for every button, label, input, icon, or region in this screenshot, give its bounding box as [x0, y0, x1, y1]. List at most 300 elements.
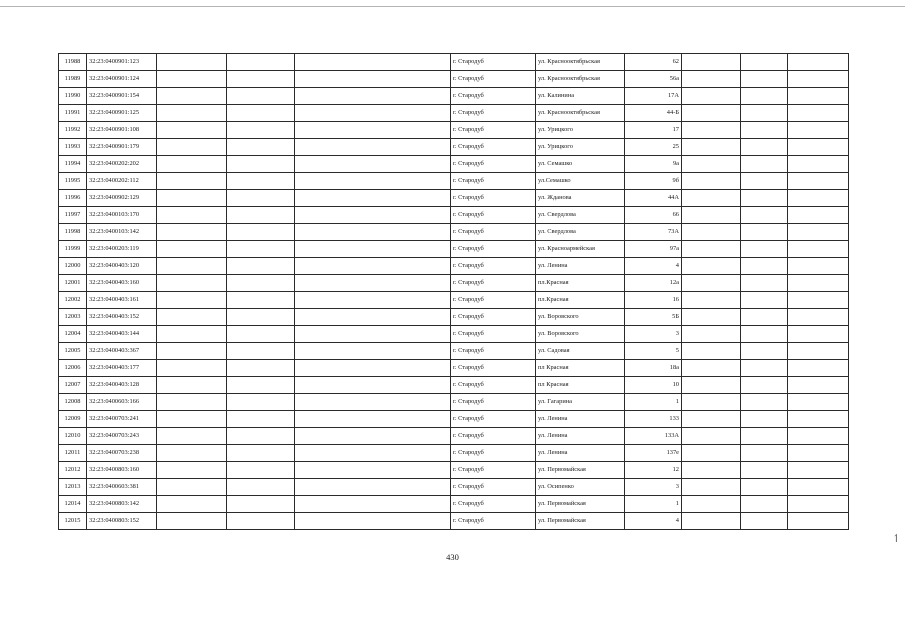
empty-cell	[682, 326, 741, 343]
empty-cell	[682, 241, 741, 258]
row-number-cell: 11994	[59, 156, 87, 173]
empty-cell	[295, 88, 451, 105]
row-number-cell: 12014	[59, 496, 87, 513]
row-number-cell: 11988	[59, 54, 87, 71]
empty-cell	[227, 496, 295, 513]
table-row	[59, 513, 849, 530]
empty-cell	[227, 139, 295, 156]
table-row	[59, 343, 849, 360]
row-number-cell: 12015	[59, 513, 87, 530]
empty-cell	[682, 411, 741, 428]
empty-cell	[295, 241, 451, 258]
city-cell: г. Стародуб	[451, 190, 536, 207]
house-number-cell: 17А	[625, 88, 682, 105]
empty-cell	[741, 326, 788, 343]
empty-cell	[682, 445, 741, 462]
house-number-cell: 73А	[625, 224, 682, 241]
empty-cell	[788, 207, 849, 224]
empty-cell	[682, 122, 741, 139]
empty-cell	[157, 462, 227, 479]
empty-cell	[295, 326, 451, 343]
empty-cell	[741, 207, 788, 224]
empty-cell	[682, 462, 741, 479]
city-cell: г. Стародуб	[451, 326, 536, 343]
empty-cell	[682, 258, 741, 275]
row-number-cell: 11992	[59, 122, 87, 139]
cadastral-number-cell: 32:23:0400403:367	[87, 343, 157, 360]
cadastral-number-cell: 32:23:0400403:128	[87, 377, 157, 394]
empty-cell	[295, 496, 451, 513]
house-number-cell: 1	[625, 394, 682, 411]
empty-cell	[227, 428, 295, 445]
empty-cell	[157, 360, 227, 377]
empty-cell	[682, 360, 741, 377]
row-number-cell: 12005	[59, 343, 87, 360]
empty-cell	[788, 241, 849, 258]
street-cell: ул. Урицкого	[536, 122, 625, 139]
table-row	[59, 54, 849, 71]
table-row	[59, 445, 849, 462]
empty-cell	[295, 309, 451, 326]
empty-cell	[227, 411, 295, 428]
cadastral-number-cell: 32:23:0400803:142	[87, 496, 157, 513]
cadastral-number-cell: 32:23:0400103:142	[87, 224, 157, 241]
empty-cell	[788, 360, 849, 377]
empty-cell	[157, 71, 227, 88]
empty-cell	[682, 139, 741, 156]
empty-cell	[295, 139, 451, 156]
table-row	[59, 156, 849, 173]
empty-cell	[295, 445, 451, 462]
empty-cell	[741, 292, 788, 309]
table-row	[59, 394, 849, 411]
city-cell: г. Стародуб	[451, 292, 536, 309]
table-row	[59, 496, 849, 513]
row-number-cell: 11993	[59, 139, 87, 156]
empty-cell	[682, 377, 741, 394]
house-number-cell: 18а	[625, 360, 682, 377]
row-number-cell: 12001	[59, 275, 87, 292]
street-cell: ул. Воровского	[536, 326, 625, 343]
city-cell: г. Стародуб	[451, 394, 536, 411]
empty-cell	[741, 513, 788, 530]
row-number-cell: 11996	[59, 190, 87, 207]
house-number-cell: 56а	[625, 71, 682, 88]
cadastral-number-cell: 32:23:0400703:241	[87, 411, 157, 428]
scan-edge-line	[0, 6, 905, 7]
empty-cell	[741, 428, 788, 445]
empty-cell	[157, 292, 227, 309]
empty-cell	[788, 156, 849, 173]
city-cell: г. Стародуб	[451, 428, 536, 445]
empty-cell	[227, 360, 295, 377]
registry-body	[59, 54, 849, 530]
row-number-cell: 12007	[59, 377, 87, 394]
house-number-cell: 1	[625, 496, 682, 513]
empty-cell	[295, 54, 451, 71]
empty-cell	[741, 258, 788, 275]
street-cell: ул. Семашко	[536, 156, 625, 173]
empty-cell	[157, 411, 227, 428]
city-cell: г. Стародуб	[451, 173, 536, 190]
street-cell: пл.Красная	[536, 275, 625, 292]
cadastral-number-cell: 32:23:0400403:152	[87, 309, 157, 326]
table-row	[59, 360, 849, 377]
cadastral-number-cell: 32:23:0400403:161	[87, 292, 157, 309]
row-number-cell: 12006	[59, 360, 87, 377]
city-cell: г. Стародуб	[451, 513, 536, 530]
city-cell: г. Стародуб	[451, 88, 536, 105]
empty-cell	[295, 224, 451, 241]
street-cell: ул. Свердлова	[536, 207, 625, 224]
empty-cell	[788, 428, 849, 445]
empty-cell	[788, 190, 849, 207]
table-row	[59, 275, 849, 292]
empty-cell	[741, 88, 788, 105]
empty-cell	[295, 190, 451, 207]
empty-cell	[788, 224, 849, 241]
table-row	[59, 292, 849, 309]
city-cell: г. Стародуб	[451, 258, 536, 275]
house-number-cell: 9а	[625, 156, 682, 173]
empty-cell	[682, 54, 741, 71]
empty-cell	[788, 445, 849, 462]
street-cell: ул. Краснооктябрьская	[536, 54, 625, 71]
cadastral-number-cell: 32:23:0400403:177	[87, 360, 157, 377]
empty-cell	[741, 394, 788, 411]
empty-cell	[295, 513, 451, 530]
table-row	[59, 88, 849, 105]
empty-cell	[682, 88, 741, 105]
street-cell: ул. Красноармейская	[536, 241, 625, 258]
empty-cell	[741, 343, 788, 360]
empty-cell	[295, 394, 451, 411]
table-row	[59, 377, 849, 394]
empty-cell	[682, 343, 741, 360]
house-number-cell: 3	[625, 326, 682, 343]
empty-cell	[682, 496, 741, 513]
empty-cell	[227, 156, 295, 173]
city-cell: г. Стародуб	[451, 479, 536, 496]
empty-cell	[227, 292, 295, 309]
row-number-cell: 11997	[59, 207, 87, 224]
street-cell: ул. Ленина	[536, 258, 625, 275]
house-number-cell: 44А	[625, 190, 682, 207]
empty-cell	[741, 224, 788, 241]
empty-cell	[741, 122, 788, 139]
cadastral-number-cell: 32:23:0400803:160	[87, 462, 157, 479]
empty-cell	[227, 309, 295, 326]
empty-cell	[157, 275, 227, 292]
table-row	[59, 224, 849, 241]
empty-cell	[157, 394, 227, 411]
empty-cell	[295, 292, 451, 309]
empty-cell	[682, 394, 741, 411]
empty-cell	[157, 258, 227, 275]
empty-cell	[227, 275, 295, 292]
empty-cell	[157, 428, 227, 445]
empty-cell	[741, 496, 788, 513]
street-cell: ул. Первомайская	[536, 496, 625, 513]
empty-cell	[741, 309, 788, 326]
empty-cell	[741, 156, 788, 173]
house-number-cell: 12	[625, 462, 682, 479]
empty-cell	[682, 224, 741, 241]
empty-cell	[295, 462, 451, 479]
empty-cell	[741, 445, 788, 462]
empty-cell	[157, 309, 227, 326]
empty-cell	[157, 513, 227, 530]
empty-cell	[295, 343, 451, 360]
empty-cell	[788, 343, 849, 360]
empty-cell	[741, 275, 788, 292]
row-number-cell: 12008	[59, 394, 87, 411]
cadastral-number-cell: 32:23:0400103:170	[87, 207, 157, 224]
cadastral-number-cell: 32:23:0400202:202	[87, 156, 157, 173]
empty-cell	[741, 105, 788, 122]
cadastral-number-cell: 32:23:0400203:119	[87, 241, 157, 258]
street-cell: пл Красная	[536, 360, 625, 377]
empty-cell	[227, 173, 295, 190]
cadastral-number-cell: 32:23:0400901:124	[87, 71, 157, 88]
row-number-cell: 11998	[59, 224, 87, 241]
empty-cell	[227, 513, 295, 530]
row-number-cell: 12000	[59, 258, 87, 275]
row-number-cell: 12013	[59, 479, 87, 496]
street-cell: пл.Красная	[536, 292, 625, 309]
table-row	[59, 105, 849, 122]
cadastral-number-cell: 32:23:0400902:129	[87, 190, 157, 207]
empty-cell	[227, 190, 295, 207]
house-number-cell: 10	[625, 377, 682, 394]
house-number-cell: 137е	[625, 445, 682, 462]
table-row	[59, 190, 849, 207]
empty-cell	[682, 190, 741, 207]
row-number-cell: 12004	[59, 326, 87, 343]
empty-cell	[741, 173, 788, 190]
empty-cell	[227, 224, 295, 241]
empty-cell	[788, 275, 849, 292]
empty-cell	[788, 292, 849, 309]
table-row	[59, 207, 849, 224]
table-row	[59, 428, 849, 445]
city-cell: г. Стародуб	[451, 309, 536, 326]
house-number-cell: 97а	[625, 241, 682, 258]
city-cell: г. Стародуб	[451, 105, 536, 122]
table-row	[59, 139, 849, 156]
cadastral-number-cell: 32:23:0400403:120	[87, 258, 157, 275]
empty-cell	[227, 326, 295, 343]
table-row	[59, 71, 849, 88]
empty-cell	[682, 513, 741, 530]
city-cell: г. Стародуб	[451, 496, 536, 513]
empty-cell	[682, 428, 741, 445]
house-number-cell: 133А	[625, 428, 682, 445]
row-number-cell: 11995	[59, 173, 87, 190]
row-number-cell: 12003	[59, 309, 87, 326]
empty-cell	[157, 122, 227, 139]
house-number-cell: 66	[625, 207, 682, 224]
street-cell: ул. Краснооктябрьская	[536, 105, 625, 122]
empty-cell	[788, 377, 849, 394]
street-cell: ул. Свердлова	[536, 224, 625, 241]
empty-cell	[295, 479, 451, 496]
cadastral-number-cell: 32:23:0400901:125	[87, 105, 157, 122]
empty-cell	[741, 411, 788, 428]
cadastral-number-cell: 32:23:0400901:179	[87, 139, 157, 156]
empty-cell	[295, 207, 451, 224]
empty-cell	[788, 462, 849, 479]
street-cell: ул. Воровского	[536, 309, 625, 326]
empty-cell	[157, 105, 227, 122]
city-cell: г. Стародуб	[451, 360, 536, 377]
house-number-cell: 5Б	[625, 309, 682, 326]
empty-cell	[157, 343, 227, 360]
empty-cell	[227, 479, 295, 496]
table-row	[59, 258, 849, 275]
street-cell: ул. Ленина	[536, 445, 625, 462]
empty-cell	[788, 88, 849, 105]
city-cell: г. Стародуб	[451, 445, 536, 462]
empty-cell	[741, 54, 788, 71]
empty-cell	[741, 377, 788, 394]
street-cell: ул. Первомайская	[536, 462, 625, 479]
empty-cell	[682, 275, 741, 292]
city-cell: г. Стародуб	[451, 411, 536, 428]
empty-cell	[227, 122, 295, 139]
house-number-cell: 62	[625, 54, 682, 71]
empty-cell	[741, 190, 788, 207]
street-cell: ул. Гагарина	[536, 394, 625, 411]
street-cell: ул. Жданова	[536, 190, 625, 207]
empty-cell	[227, 71, 295, 88]
city-cell: г. Стародуб	[451, 139, 536, 156]
city-cell: г. Стародуб	[451, 343, 536, 360]
empty-cell	[157, 190, 227, 207]
property-registry-table	[58, 53, 849, 530]
empty-cell	[788, 139, 849, 156]
empty-cell	[157, 377, 227, 394]
street-cell: ул. Калинина	[536, 88, 625, 105]
empty-cell	[227, 343, 295, 360]
empty-cell	[295, 71, 451, 88]
empty-cell	[741, 71, 788, 88]
empty-cell	[788, 105, 849, 122]
cadastral-number-cell: 32:23:0400403:160	[87, 275, 157, 292]
cadastral-number-cell: 32:23:0400901:154	[87, 88, 157, 105]
cadastral-number-cell: 32:23:0400901:123	[87, 54, 157, 71]
house-number-cell: 16	[625, 292, 682, 309]
table-row	[59, 173, 849, 190]
empty-cell	[227, 88, 295, 105]
empty-cell	[157, 54, 227, 71]
empty-cell	[788, 258, 849, 275]
house-number-cell: 4	[625, 513, 682, 530]
empty-cell	[741, 139, 788, 156]
empty-cell	[788, 496, 849, 513]
row-number-cell: 12002	[59, 292, 87, 309]
page-edge-mark: ↿	[891, 533, 901, 545]
city-cell: г. Стародуб	[451, 156, 536, 173]
empty-cell	[788, 309, 849, 326]
row-number-cell: 12011	[59, 445, 87, 462]
table-row	[59, 309, 849, 326]
cadastral-number-cell: 32:23:0400403:144	[87, 326, 157, 343]
empty-cell	[157, 207, 227, 224]
empty-cell	[227, 462, 295, 479]
row-number-cell: 12010	[59, 428, 87, 445]
row-number-cell: 11989	[59, 71, 87, 88]
empty-cell	[788, 394, 849, 411]
empty-cell	[741, 462, 788, 479]
table-row	[59, 241, 849, 258]
page-number: 430	[446, 552, 459, 562]
cadastral-number-cell: 32:23:0400603:381	[87, 479, 157, 496]
table-row	[59, 326, 849, 343]
empty-cell	[157, 496, 227, 513]
empty-cell	[741, 360, 788, 377]
empty-cell	[227, 394, 295, 411]
empty-cell	[682, 207, 741, 224]
empty-cell	[741, 241, 788, 258]
house-number-cell: 4	[625, 258, 682, 275]
empty-cell	[227, 258, 295, 275]
empty-cell	[295, 360, 451, 377]
empty-cell	[682, 309, 741, 326]
empty-cell	[295, 258, 451, 275]
street-cell: ул. Первомайская	[536, 513, 625, 530]
empty-cell	[295, 105, 451, 122]
cadastral-number-cell: 32:23:0400803:152	[87, 513, 157, 530]
empty-cell	[295, 156, 451, 173]
street-cell: ул.Семашко	[536, 173, 625, 190]
row-number-cell: 11991	[59, 105, 87, 122]
house-number-cell: 17	[625, 122, 682, 139]
empty-cell	[788, 479, 849, 496]
table-row	[59, 411, 849, 428]
house-number-cell: 12а	[625, 275, 682, 292]
empty-cell	[788, 54, 849, 71]
empty-cell	[157, 88, 227, 105]
empty-cell	[157, 224, 227, 241]
street-cell: ул. Ленина	[536, 411, 625, 428]
empty-cell	[788, 173, 849, 190]
city-cell: г. Стародуб	[451, 122, 536, 139]
empty-cell	[157, 326, 227, 343]
empty-cell	[227, 105, 295, 122]
table-row	[59, 462, 849, 479]
city-cell: г. Стародуб	[451, 207, 536, 224]
empty-cell	[295, 173, 451, 190]
street-cell: пл Красная	[536, 377, 625, 394]
empty-cell	[788, 326, 849, 343]
empty-cell	[682, 105, 741, 122]
empty-cell	[227, 54, 295, 71]
empty-cell	[157, 173, 227, 190]
empty-cell	[295, 122, 451, 139]
empty-cell	[295, 275, 451, 292]
empty-cell	[295, 411, 451, 428]
city-cell: г. Стародуб	[451, 241, 536, 258]
city-cell: г. Стародуб	[451, 377, 536, 394]
empty-cell	[295, 377, 451, 394]
empty-cell	[788, 411, 849, 428]
house-number-cell: 25	[625, 139, 682, 156]
empty-cell	[157, 479, 227, 496]
cadastral-number-cell: 32:23:0400901:108	[87, 122, 157, 139]
empty-cell	[682, 292, 741, 309]
city-cell: г. Стародуб	[451, 275, 536, 292]
